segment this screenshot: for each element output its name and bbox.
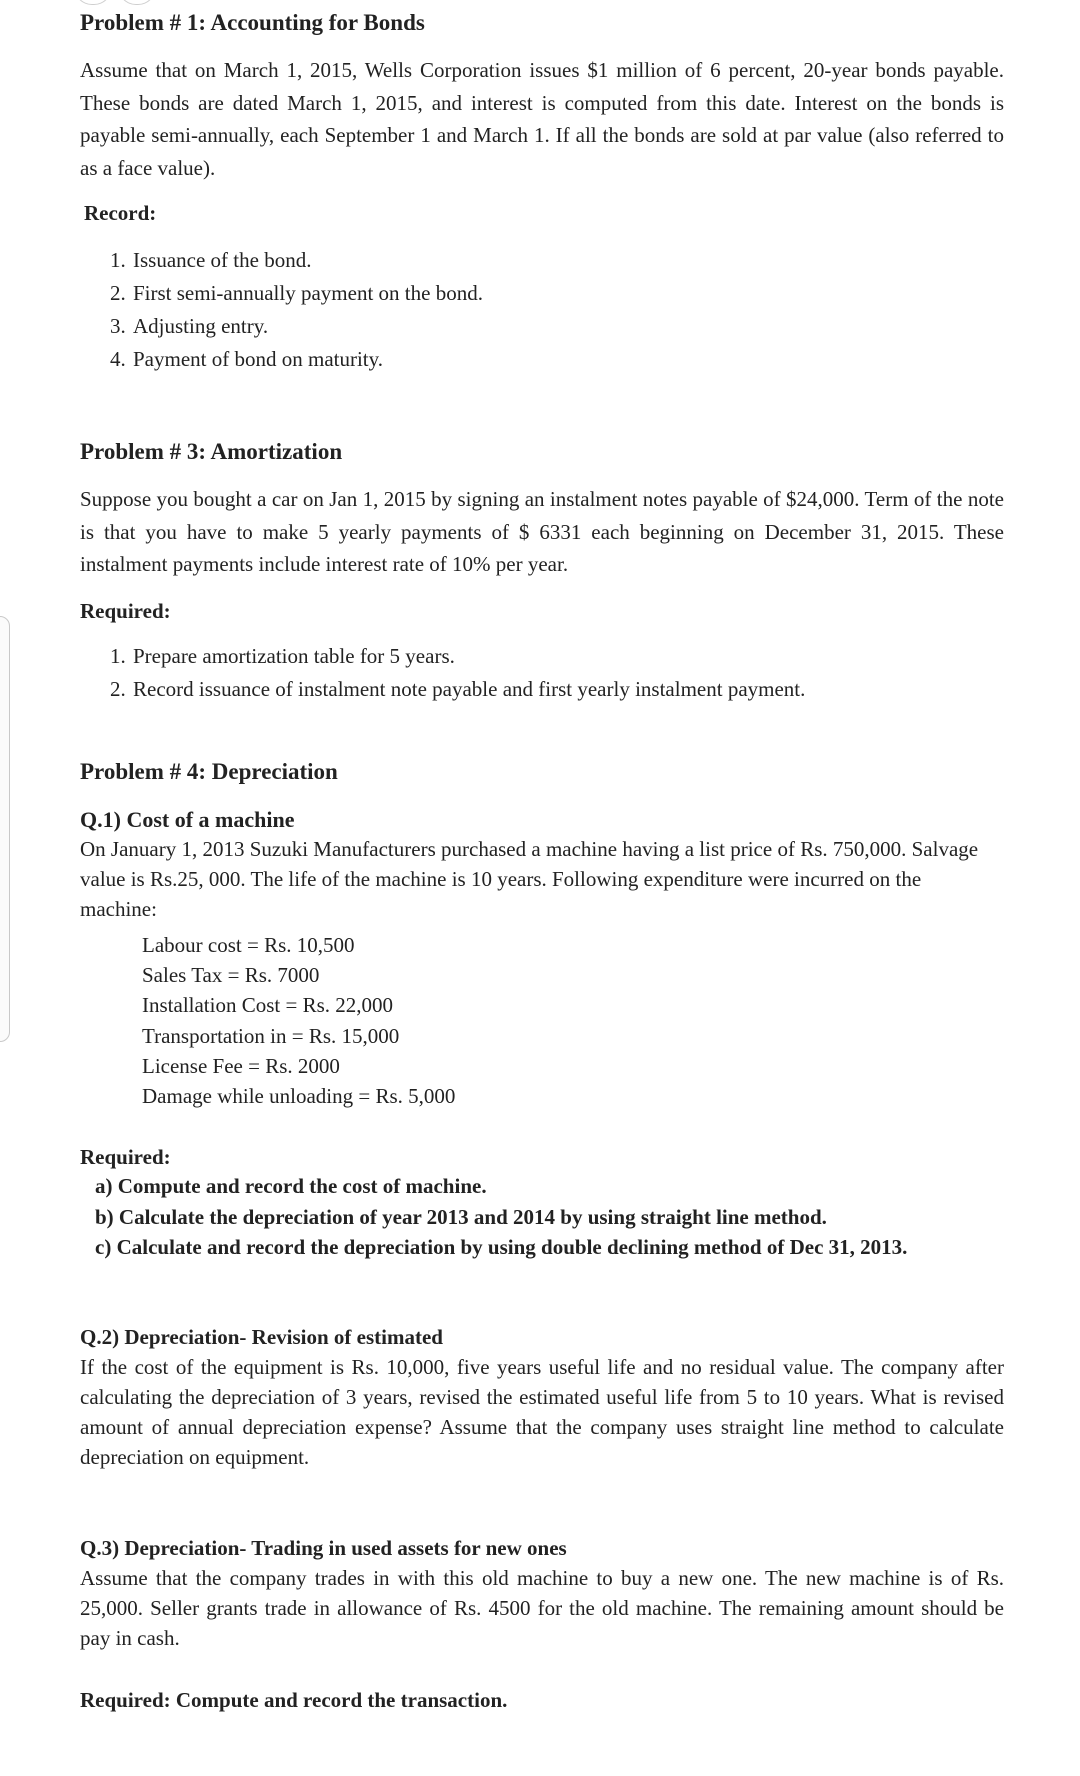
problem-3-required-label: Required: — [80, 599, 171, 623]
cost-item: Transportation in = Rs. 15,000 — [142, 1023, 400, 1048]
q3-required: Required: Compute and record the transaction. — [80, 1688, 508, 1712]
required-item: c) Calculate and record the depreciation by using double declining method of Dec 31, 2013. — [95, 1235, 908, 1259]
list-item: 1. Issuance of the bond. — [110, 248, 312, 272]
problem-3-title: Problem # 3: Amortization — [80, 439, 343, 464]
cost-item: Sales Tax = Rs. 7000 — [142, 963, 320, 988]
cost-item: Labour cost = Rs. 10,500 — [142, 933, 355, 957]
cost-item: License Fee = Rs. 2000 — [142, 1053, 340, 1078]
problem-1-body: Assume that on March 1, 2015, Wells Corporation issues $1 million of 6 percent, 20-year bonds payable. These bonds are dated March 1, 2015, and interest is computed from this date. Interest on the bonds is payable semi-annually, each September 1 and March 1. If all the bonds are sold at par value (also referred to as a face value). — [80, 58, 1004, 180]
problem-1-title: Problem # 1: Accounting for Bonds — [80, 10, 425, 35]
list-item: 4. Payment of bond on maturity. — [110, 347, 384, 371]
q1-label: Q.1) Cost of a machine — [80, 807, 295, 832]
problem-3-body: Suppose you bought a car on Jan 1, 2015 by signing an instalment notes payable of $24,000. Term of the note is that you have to make 5 yearly payments of $ 6331 each beginning on December 31, 2015. These instalment payments include interest rate of 10% per year. — [80, 487, 1004, 576]
problem-3-list — [110, 640, 1034, 706]
q2-label: Q.2) Depreciation- Revision of estimated — [80, 1325, 443, 1349]
list-item: 2. First semi-annually payment on the bond. — [110, 281, 483, 305]
left-panel-edge — [0, 616, 10, 1042]
q1-required-list — [95, 1171, 1019, 1263]
page-edge-arc — [118, 0, 156, 5]
cost-item: Installation Cost = Rs. 22,000 — [142, 993, 394, 1018]
problem-4-title: Problem # 4: Depreciation — [80, 759, 338, 784]
required-item: b) Calculate the depreciation of year 2013 and 2014 by using straight line method. — [95, 1204, 827, 1229]
page-edge-arc — [74, 0, 112, 5]
q1-body: On January 1, 2013 Suzuki Manufacturers purchased a machine having a list price of Rs. 750,000. Salvage value is Rs.25, 000. The life of the machine is 10 years. Following expenditure were incurred on the machine: — [80, 837, 979, 921]
problem-1-list — [110, 244, 1034, 376]
cost-item: Damage while unloading = Rs. 5,000 — [142, 1084, 456, 1109]
q3-body: Assume that the company trades in with this old machine to buy a new one. The new machine is of Rs. 25,000. Seller grants trade in allowance of Rs. 4500 for the old machine. The remaining amount should be pay in cash. — [80, 1566, 1004, 1650]
q1-required-label: Required: — [80, 1145, 171, 1169]
list-item: 2. Record issuance of instalment note payable and first yearly instalment payment. — [110, 677, 806, 701]
record-label: Record: — [84, 201, 157, 225]
q1-cost-list — [142, 930, 1066, 1111]
q2-body: If the cost of the equipment is Rs. 10,000, five years useful life and no residual value. The company after calculating the depreciation of 3 years, revised the estimated useful life from 5 to 10 years. What is revised amount of annual depreciation expense? Assume that the company uses straight line method to calculate depreciation on equipment. — [80, 1355, 1004, 1469]
problem-1-record-label — [84, 198, 1008, 228]
q3-label: Q.3) Depreciation- Trading in used assets for new ones — [80, 1536, 567, 1560]
required-item: a) Compute and record the cost of machine. — [95, 1174, 487, 1198]
list-item: 3. Adjusting entry. — [110, 314, 269, 338]
list-item: 1. Prepare amortization table for 5 years. — [110, 644, 455, 668]
